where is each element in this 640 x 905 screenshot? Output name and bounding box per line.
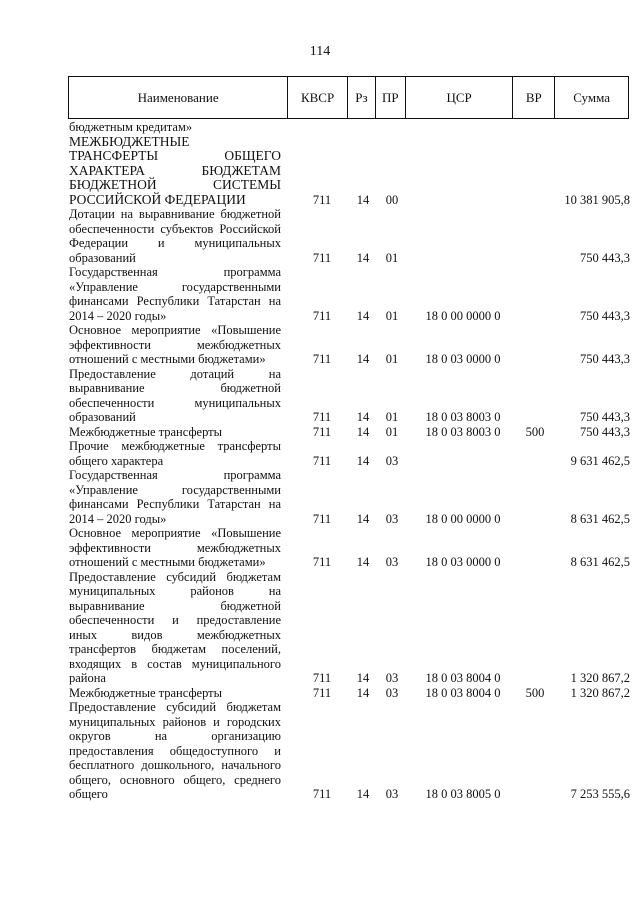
row-csr: 18 0 03 8003 0 — [425, 424, 501, 439]
row-rz: 14 — [356, 787, 370, 801]
table-header — [68, 76, 629, 119]
header-kvsr: КВСР — [288, 77, 348, 118]
row-csr: 18 0 03 8004 0 — [425, 671, 501, 685]
row-sum: 750 443,3 — [580, 424, 630, 439]
table-row — [69, 686, 630, 701]
header-name: Наименование — [69, 77, 288, 118]
row-pr: 01 — [385, 352, 399, 366]
row-csr: 18 0 00 0000 0 — [425, 308, 501, 323]
row-kvsr: 711 — [312, 308, 332, 323]
table-row — [69, 439, 630, 468]
row-rz: 14 — [356, 555, 370, 569]
row-pr: 03 — [385, 671, 399, 685]
table-row — [69, 265, 630, 323]
row-name: МЕЖБЮДЖЕТНЫЕ ТРАНСФЕРТЫ ОБЩЕГО ХАРАКТЕРА БЮДЖЕТАМ БЮДЖЕТНОЙ СИСТЕМЫ РОССИЙСКОЙ ФЕДЕРАЦИИ — [69, 133, 281, 207]
row-kvsr: 711 — [312, 787, 332, 801]
row-csr: 18 0 00 0000 0 — [425, 511, 501, 526]
table-row — [69, 207, 630, 265]
row-csr: 18 0 03 0000 0 — [425, 352, 501, 366]
row-kvsr: 711 — [312, 250, 332, 265]
row-name: Межбюджетные трансферты — [69, 424, 223, 439]
row-kvsr: 711 — [312, 192, 332, 207]
row-kvsr: 711 — [312, 453, 332, 468]
row-sum: 10 381 905,8 — [564, 192, 630, 207]
row-rz: 14 — [356, 410, 370, 424]
row-sum: 8 631 462,5 — [570, 511, 630, 526]
table-row — [69, 526, 630, 570]
row-pr: 03 — [385, 787, 399, 801]
row-name: Государственная программа «Управление государственными финансами Республики Татарстан на 2014 – 2020 годы» — [69, 265, 281, 323]
row-name: Предоставление дотаций на выравнивание бюджетной обеспеченности муниципальных образований — [69, 366, 281, 424]
row-csr: 18 0 03 8004 0 — [425, 685, 501, 700]
row-sum: 7 253 555,6 — [570, 787, 630, 801]
table-row — [69, 120, 630, 135]
row-pr: 03 — [385, 453, 399, 468]
row-kvsr: 711 — [312, 410, 332, 424]
row-csr: 18 0 03 0000 0 — [425, 555, 501, 569]
row-csr: 18 0 03 8005 0 — [425, 787, 501, 801]
row-sum: 1 320 867,2 — [570, 685, 630, 700]
header-vr: ВР — [513, 77, 555, 118]
row-name: Прочие межбюджетные трансферты общего характера — [69, 439, 281, 468]
row-pr: 03 — [385, 511, 399, 526]
row-pr: 03 — [385, 555, 399, 569]
header-rz: Рз — [348, 77, 376, 118]
row-rz: 14 — [356, 192, 370, 207]
row-csr: 18 0 03 8003 0 — [425, 410, 501, 424]
row-sum: 9 631 462,5 — [570, 453, 630, 468]
row-vr: 500 — [525, 685, 545, 700]
table-body — [69, 120, 630, 802]
row-rz: 14 — [356, 250, 370, 265]
row-name: Межбюджетные трансферты — [69, 685, 223, 700]
header-sum: Сумма — [573, 89, 611, 105]
table-row — [69, 700, 630, 802]
row-name: бюджетным кредитам» — [69, 120, 193, 134]
row-rz: 14 — [356, 671, 370, 685]
table-row — [69, 135, 630, 208]
row-rz: 14 — [356, 308, 370, 323]
row-rz: 14 — [356, 424, 370, 439]
row-pr: 01 — [385, 308, 399, 323]
row-kvsr: 711 — [312, 424, 332, 439]
row-vr: 500 — [525, 424, 545, 439]
row-name: Дотации на выравнивание бюджетной обеспеченности субъектов Российской Федерации и муниципальных образований — [69, 207, 281, 265]
row-kvsr: 711 — [312, 685, 332, 700]
row-pr: 00 — [385, 192, 399, 207]
row-name: Предоставление субсидий бюджетам муниципальных районов и городских округов на организацию предоставления общедоступного и бесплатного дошкольного, начального общего, основного общего, среднего общего — [69, 700, 281, 801]
row-kvsr: 711 — [312, 352, 332, 366]
row-rz: 14 — [356, 511, 370, 526]
row-pr: 01 — [385, 250, 399, 265]
row-rz: 14 — [356, 352, 370, 366]
row-sum: 8 631 462,5 — [570, 555, 630, 569]
row-sum: 750 443,3 — [580, 308, 630, 323]
table-row — [69, 570, 630, 686]
row-name: Предоставление субсидий бюджетам муниципальных районов на выравнивание бюджетной обеспеченности и предоставление иных видов межбюджетных трансфертов бюджетам поселений, входящих в состав муниципального района — [69, 569, 281, 685]
row-name: Основное мероприятие «Повышение эффективности межбюджетных отношений с местными бюджетами» — [69, 526, 281, 569]
table-row — [69, 425, 630, 440]
row-rz: 14 — [356, 685, 370, 700]
page-number: 114 — [309, 44, 331, 59]
table-row — [69, 323, 630, 367]
row-pr: 01 — [385, 410, 399, 424]
row-rz: 14 — [356, 453, 370, 468]
row-pr: 03 — [385, 685, 399, 700]
row-sum: 750 443,3 — [580, 250, 630, 265]
row-sum: 750 443,3 — [580, 352, 630, 366]
row-kvsr: 711 — [312, 555, 332, 569]
row-name: Основное мероприятие «Повышение эффективности межбюджетных отношений с местными бюджетами» — [69, 323, 281, 366]
table-row — [69, 468, 630, 526]
header-pr: ПР — [376, 77, 406, 118]
row-name: Государственная программа «Управление государственными финансами Республики Татарстан на 2014 – 2020 годы» — [69, 468, 281, 526]
row-kvsr: 711 — [312, 671, 332, 685]
header-csr: ЦСР — [406, 77, 514, 118]
row-kvsr: 711 — [312, 511, 332, 526]
row-pr: 01 — [385, 424, 399, 439]
row-sum: 1 320 867,2 — [570, 671, 630, 685]
row-sum: 750 443,3 — [580, 410, 630, 424]
table-row — [69, 367, 630, 425]
